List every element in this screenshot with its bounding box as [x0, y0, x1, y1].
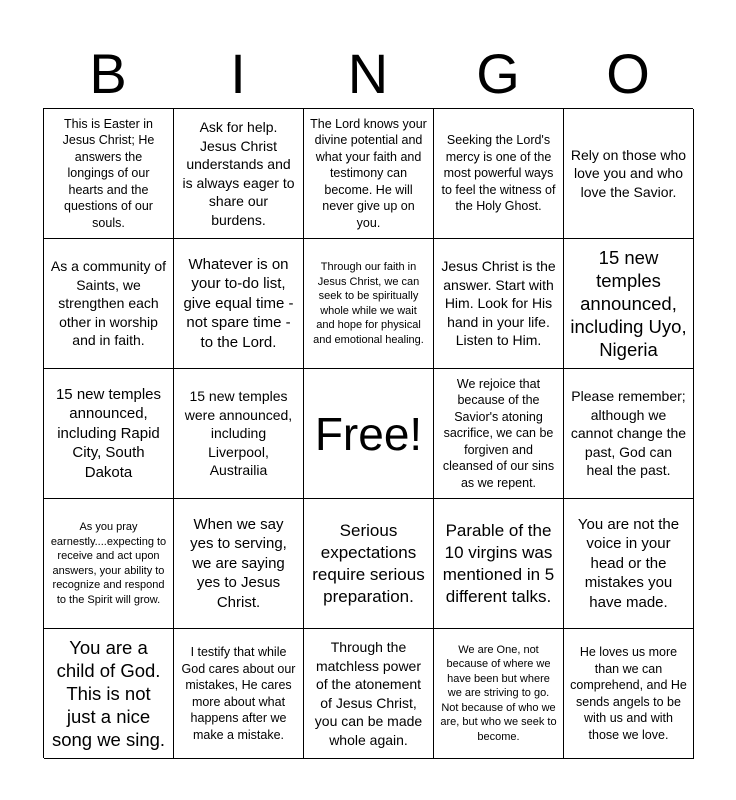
bingo-cell-10[interactable] — [564, 239, 694, 369]
cell-text: 15 new temples announced, including Uyo, Nigeria — [570, 247, 687, 360]
cell-text: Please remember; although we cannot change the past, God can heal the past. — [570, 388, 687, 479]
bingo-cell-22[interactable] — [174, 629, 304, 759]
bingo-cell-3[interactable] — [304, 109, 434, 239]
cell-text: You are a child of God. This is not just a nice song we sing. — [51, 637, 166, 750]
cell-text: Parable of the 10 virgins was mentioned in 5 different talks. — [442, 520, 555, 606]
bingo-cell-21[interactable] — [44, 629, 174, 759]
cell-text: 15 new temples announced, including Rapid City, South Dakota — [55, 385, 162, 481]
bingo-card-grid — [43, 108, 693, 758]
free-space-label: Free! — [314, 407, 423, 460]
header-letter-b: B — [89, 42, 127, 105]
cell-text: I testify that while God cares about our mistakes, He cares more about what happens after we make a mistake. — [181, 645, 296, 742]
bingo-cell-9[interactable] — [434, 239, 564, 369]
cell-text: We rejoice that because of the Savior's atoning sacrifice, we can be forgiven and cleansed of our sins as we repent. — [442, 376, 555, 490]
cell-text: We are One, not because of where we have been but where we are striving to go. Not because of who we are, but who we seek to become. — [440, 643, 557, 743]
cell-text: Through the matchless power of the atonement of Jesus Christ, you can be made whole again. — [314, 639, 423, 748]
header-letter-n: N — [347, 42, 389, 105]
cell-text: Serious expectations require serious preparation. — [312, 520, 425, 606]
bingo-cell-6[interactable] — [44, 239, 174, 369]
cell-text: As a community of Saints, we strengthen each other in worship and in faith. — [50, 258, 167, 349]
bingo-cell-7[interactable] — [174, 239, 304, 369]
bingo-cell-20[interactable] — [564, 499, 694, 629]
bingo-cell-18[interactable] — [304, 499, 434, 629]
cell-text: Seeking the Lord's mercy is one of the most powerful ways to feel the witness of the Holy Ghost. — [441, 133, 556, 214]
bingo-cell-12[interactable] — [174, 369, 304, 499]
cell-text: Through our faith in Jesus Christ, we can seek to be spiritually whole while we wait and hope for physical and emotional healing. — [313, 261, 424, 346]
cell-text: When we say yes to serving, we are saying yes to Jesus Christ. — [190, 515, 287, 611]
free-space[interactable] — [304, 369, 434, 499]
cell-text: Whatever is on your to-do list, give equal time - not spare time - to the Lord. — [183, 255, 294, 351]
cell-text: Rely on those who love you and who love the Savior. — [570, 146, 687, 200]
bingo-cell-1[interactable] — [44, 109, 174, 239]
bingo-cell-24[interactable] — [434, 629, 564, 759]
cell-text: As you pray earnestly....expecting to receive and act upon answers, your ability to recognize and respond to the Spirit will grow. — [50, 521, 167, 606]
bingo-cell-14[interactable] — [434, 369, 564, 499]
bingo-cell-23[interactable] — [304, 629, 434, 759]
header-letter-i: I — [230, 42, 246, 105]
bingo-cell-11[interactable] — [44, 369, 174, 499]
bingo-cell-25[interactable] — [564, 629, 694, 759]
bingo-cell-15[interactable] — [564, 369, 694, 499]
cell-text: You are not the voice in your head or the mistakes you have made. — [577, 515, 680, 611]
cell-text: Ask for help. Jesus Christ understands and is always eager to share our burdens. — [182, 119, 295, 228]
cell-text: This is Easter in Jesus Christ; He answers the longings of our hearts and the questions of our souls. — [62, 116, 155, 230]
cell-text: He loves us more than we can comprehend, and He sends angels to be with us and with those we love. — [570, 645, 687, 742]
bingo-header — [43, 40, 693, 108]
bingo-cell-2[interactable] — [174, 109, 304, 239]
cell-text: The Lord knows your divine potential and what your faith and testimony can become. He will never give up on you. — [310, 116, 427, 230]
bingo-cell-8[interactable] — [304, 239, 434, 369]
bingo-cell-4[interactable] — [434, 109, 564, 239]
bingo-cell-19[interactable] — [434, 499, 564, 629]
cell-text: 15 new temples were announced, including Liverpool, Austrailia — [184, 388, 293, 479]
header-letter-o: O — [606, 42, 650, 105]
cell-text: Jesus Christ is the answer. Start with Him. Look for His hand in your life. Listen to Him. — [441, 258, 556, 349]
bingo-cell-5[interactable] — [564, 109, 694, 239]
header-letter-g: G — [476, 42, 520, 105]
bingo-cell-16[interactable] — [44, 499, 174, 629]
bingo-cell-17[interactable] — [174, 499, 304, 629]
